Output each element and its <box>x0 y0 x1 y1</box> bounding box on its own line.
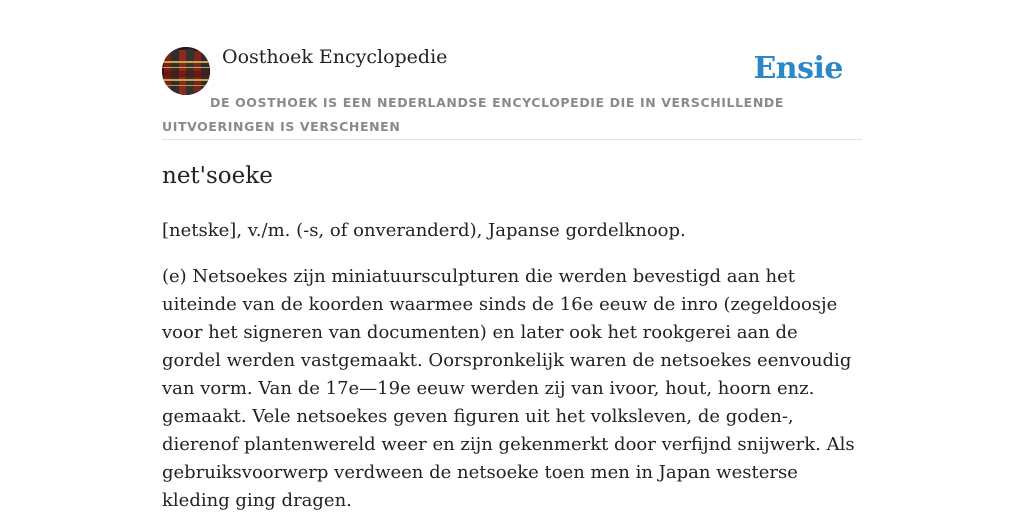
source-description: DE OOSTHOEK IS EEN NEDERLANDSE ENCYCLOPEDIE DIE IN VERSCHILLENDE UITVOERINGEN IS VERSCHENEN <box>162 95 784 134</box>
source-title[interactable]: Oosthoek Encyclopedie <box>222 46 448 68</box>
entry-card <box>162 40 862 511</box>
entry-body: (e) Netsoekes zijn miniatuursculpturen die werden bevestigd aan het uiteinde van de koorden waarmee sinds de 16e eeuw de inro (zegeldoosje voor het signeren van documenten) en later ook het rookgerei aan de gordel werden vastgemaakt. Oorspronkelijk waren de netsoekes eenvoudig van vorm. Van de 17e—19e eeuw werden zij van ivoor, hout, hoorn enz. gemaakt. Vele netsoekes geven figuren uit het volksleven, de goden-, dierenof plantenwereld weer en zijn gekenmerkt door verfijnd snijwerk. Als gebruiksvoorwerp verdween de netsoeke toen men in Japan westerse kleding ging dragen. <box>162 266 855 511</box>
entry-definition: [netske], v./m. (-s, of onveranderd), Japanse gordelknoop. <box>162 220 686 241</box>
source-header <box>162 40 862 140</box>
encyclopedia-books-icon[interactable] <box>162 47 210 95</box>
ensie-logo-link[interactable]: Ensie <box>753 51 843 86</box>
entry-term: net'soeke <box>162 163 273 189</box>
